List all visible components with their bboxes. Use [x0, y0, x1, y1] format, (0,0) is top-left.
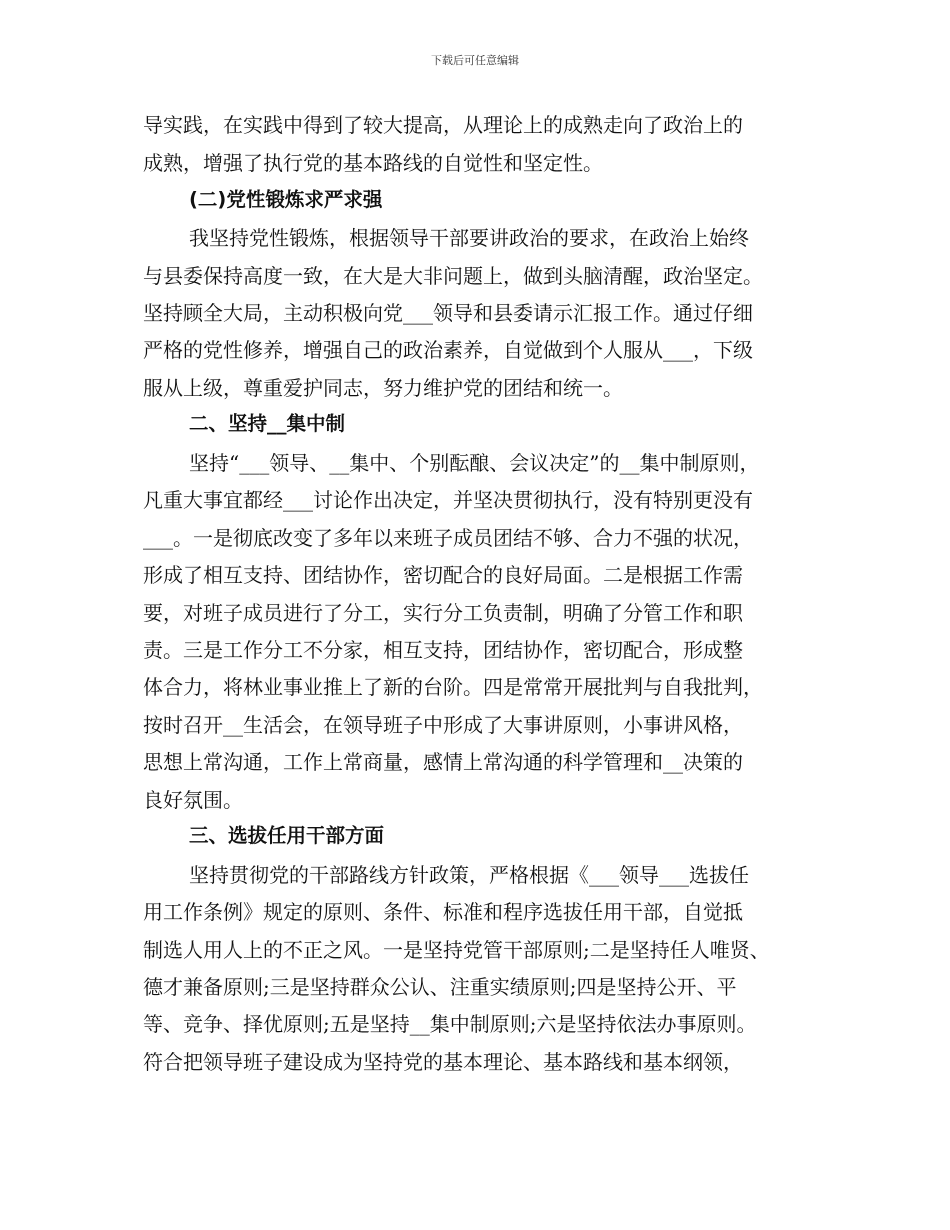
body-line: 服从上级，尊重爱护同志，努力维护党的团结和统一。 — [143, 376, 623, 400]
body-line: 按时召开__生活会，在领导班子中形成了大事讲原则，小事讲风格， — [143, 713, 743, 737]
body-line: 体合力，将林业事业推上了新的台阶。四是常常开展批判与自我批判， — [143, 675, 763, 699]
body-line: 与县委保持高度一致，在大是大非问题上，做到头脑清醒，政治坚定。 — [143, 264, 763, 288]
body-line: 坚持“___领导、__集中、个别酝酿、会议决定”的__集中制原则， — [189, 451, 760, 475]
body-line: 凡重大事宜都经___讨论作出决定，并坚决贯彻执行，没有特别更没有 — [143, 488, 753, 512]
body-line: 导实践，在实践中得到了较大提高，从理论上的成熟走向了政治上的 — [143, 113, 743, 137]
page-header: 下载后可任意编辑 — [431, 54, 519, 67]
section-heading: 三、选拔任用干部方面 — [189, 824, 385, 847]
body-line: 形成了相互支持、团结协作，密切配合的良好局面。二是根据工作需 — [143, 563, 743, 587]
body-line: 思想上常沟通，工作上常商量，感情上常沟通的科学管理和__决策的 — [143, 750, 743, 774]
body-line: 制选人用人上的不正之风。一是坚持党管干部原则;二是坚持任人唯贤、 — [143, 938, 770, 962]
body-line: 严格的党性修养，增强自己的政治素养，自觉做到个人服从___，下级 — [143, 338, 753, 362]
body-line: 等、竞争、择优原则;五是坚持__集中制原则;六是坚持依法办事原则。 — [143, 1012, 757, 1036]
section-heading: (二)党性锻炼求严求强 — [189, 188, 383, 211]
body-line: 坚持顾全大局，主动积极向党___领导和县委请示汇报工作。通过仔细 — [143, 301, 753, 325]
body-line: 符合把领导班子建设成为坚持党的基本理论、基本路线和基本纲领， — [143, 1050, 743, 1074]
body-line: 坚持贯彻党的干部路线方针政策，严格根据《___领导___选拔任 — [189, 863, 749, 887]
body-line: 德才兼备原则;三是坚持群众公认、注重实绩原则;四是坚持公开、平 — [143, 975, 737, 999]
section-heading: 二、坚持__集中制 — [189, 412, 346, 435]
body-line: 要，对班子成员进行了分工，实行分工负责制，明确了分管工作和职 — [143, 601, 743, 625]
body-line: ___。一是彻底改变了多年以来班子成员团结不够、合力不强的状况， — [143, 526, 753, 550]
body-line: 用工作条例》规定的原则、条件、标准和程序选拔任用干部，自觉抵 — [143, 900, 743, 924]
body-line: 我坚持党性锻炼，根据领导干部要讲政治的要求，在政治上始终 — [189, 226, 749, 250]
body-line: 成熟，增强了执行党的基本路线的自觉性和坚定性。 — [143, 151, 603, 175]
body-line: 良好氛围。 — [143, 788, 243, 812]
body-line: 责。三是工作分工不分家，相互支持，团结协作，密切配合，形成整 — [143, 638, 743, 662]
